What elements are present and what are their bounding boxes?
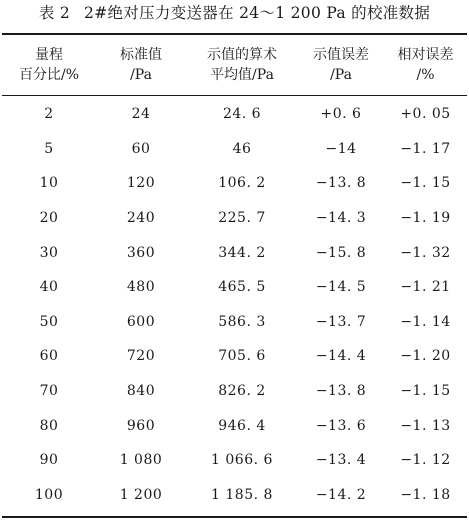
relative-error-cell: −1. 14 xyxy=(400,313,451,330)
mean-reading-cell: 46 xyxy=(232,140,252,157)
range-percent-cell: 40 xyxy=(39,279,59,296)
table-row xyxy=(2,166,467,201)
header-reading-error: 示值误差 /Pa xyxy=(313,47,369,83)
table-row xyxy=(2,374,467,409)
mean-reading-cell: 465. 5 xyxy=(218,279,266,296)
reading-error-cell: −14 xyxy=(325,140,357,157)
reading-error-cell: −13. 8 xyxy=(315,175,367,192)
table-body xyxy=(2,95,467,512)
reading-error-cell: −14. 5 xyxy=(315,279,367,296)
reading-error-cell: −14. 3 xyxy=(315,210,367,227)
range-percent-cell: 50 xyxy=(39,313,59,330)
standard-value-cell: 1 200 xyxy=(119,486,163,503)
relative-error-cell: −1. 21 xyxy=(400,279,451,296)
reading-error-cell: +0. 6 xyxy=(320,106,362,123)
range-percent-cell: 70 xyxy=(39,383,59,400)
standard-value-cell: 24 xyxy=(131,106,151,123)
relative-error-cell: −1. 20 xyxy=(400,348,451,365)
mean-reading-cell: 344. 2 xyxy=(218,244,266,261)
table-row xyxy=(2,95,467,132)
header-standard-value: 标准值 /Pa xyxy=(120,47,162,83)
relative-error-cell: −1. 17 xyxy=(400,140,451,157)
relative-error-cell: −1. 19 xyxy=(400,210,451,227)
mean-reading-cell: 946. 4 xyxy=(218,417,266,434)
standard-value-cell: 720 xyxy=(126,348,156,365)
table-row xyxy=(2,443,467,478)
relative-error-cell: −1. 15 xyxy=(400,383,451,400)
bottom-rule xyxy=(2,516,467,518)
table-row xyxy=(2,305,467,340)
mean-reading-cell: 826. 2 xyxy=(218,383,266,400)
header-relative-error: 相对误差 /% xyxy=(397,47,454,83)
table-number: 表 2 xyxy=(38,4,71,22)
standard-value-cell: 1 080 xyxy=(119,452,163,469)
standard-value-cell: 600 xyxy=(126,313,156,330)
standard-value-cell: 480 xyxy=(126,279,156,296)
reading-error-cell: −13. 6 xyxy=(315,417,367,434)
reading-error-cell: −14. 2 xyxy=(315,486,367,503)
range-percent-cell: 80 xyxy=(39,417,59,434)
mean-reading-cell: 586. 3 xyxy=(218,313,266,330)
table-row xyxy=(2,235,467,270)
standard-value-cell: 60 xyxy=(131,140,151,157)
standard-value-cell: 120 xyxy=(126,175,156,192)
header-range-percent: 量程 百分比/% xyxy=(18,47,80,83)
range-percent-cell: 90 xyxy=(39,452,59,469)
reading-error-cell: −13. 4 xyxy=(315,452,367,469)
standard-value-cell: 360 xyxy=(126,244,156,261)
table-row xyxy=(2,408,467,443)
range-percent-cell: 60 xyxy=(39,348,59,365)
mean-reading-cell: 1 185. 8 xyxy=(211,486,273,503)
table-caption xyxy=(0,2,469,24)
standard-value-cell: 840 xyxy=(126,383,156,400)
mean-reading-cell: 106. 2 xyxy=(218,175,266,192)
range-percent-cell: 2 xyxy=(44,106,54,123)
mean-reading-cell: 24. 6 xyxy=(222,106,262,123)
table-row xyxy=(2,339,467,374)
mean-reading-cell: 1 066. 6 xyxy=(211,452,273,469)
standard-value-cell: 240 xyxy=(126,210,156,227)
standard-value-cell: 960 xyxy=(126,417,156,434)
range-percent-cell: 100 xyxy=(34,486,64,503)
relative-error-cell: −1. 15 xyxy=(400,175,451,192)
table-row xyxy=(2,478,467,513)
table-row xyxy=(2,270,467,305)
reading-error-cell: −14. 4 xyxy=(315,348,367,365)
table-title: 2#绝对压力变送器在 24～1 200 Pa 的校准数据 xyxy=(84,4,431,22)
relative-error-cell: +0. 05 xyxy=(400,106,451,123)
range-percent-cell: 30 xyxy=(39,244,59,261)
relative-error-cell: −1. 32 xyxy=(400,244,451,261)
table-row xyxy=(2,201,467,236)
mean-reading-cell: 705. 6 xyxy=(218,348,266,365)
calibration-table xyxy=(2,35,467,512)
range-percent-cell: 5 xyxy=(44,140,54,157)
header-mean-reading: 示值的算术 平均值/Pa xyxy=(207,47,277,83)
range-percent-cell: 20 xyxy=(39,210,59,227)
table-row xyxy=(2,132,467,167)
range-percent-cell: 10 xyxy=(39,175,59,192)
reading-error-cell: −13. 7 xyxy=(315,313,367,330)
table-header xyxy=(2,35,467,95)
relative-error-cell: −1. 13 xyxy=(400,417,451,434)
header-row xyxy=(2,35,467,95)
mean-reading-cell: 225. 7 xyxy=(218,210,266,227)
relative-error-cell: −1. 12 xyxy=(400,452,451,469)
reading-error-cell: −13. 8 xyxy=(315,383,367,400)
relative-error-cell: −1. 18 xyxy=(400,486,451,503)
reading-error-cell: −15. 8 xyxy=(315,244,367,261)
